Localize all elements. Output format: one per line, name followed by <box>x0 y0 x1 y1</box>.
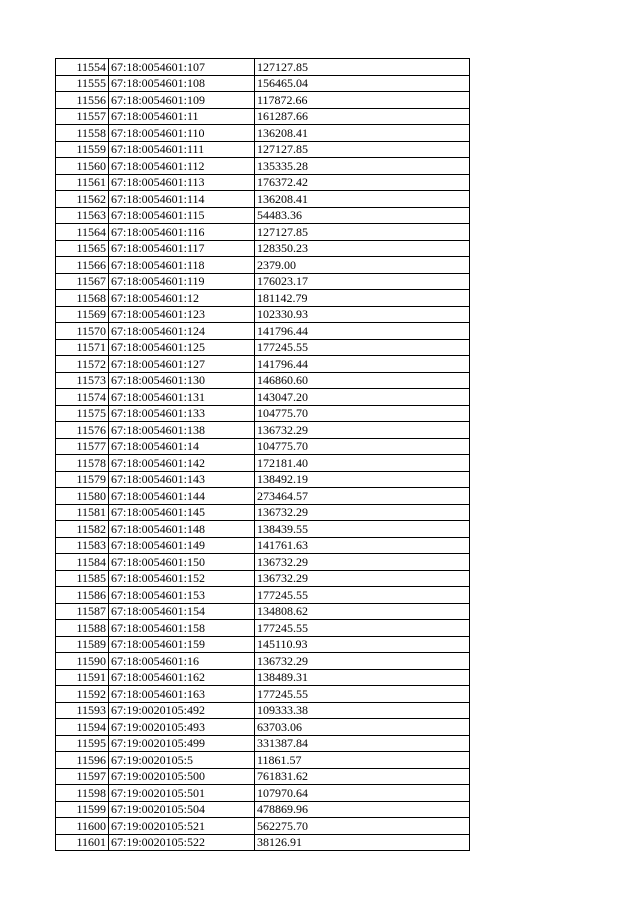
cadastral-number-cell: 67:18:0054601:158 <box>109 620 255 637</box>
cadastral-number-cell: 67:18:0054601:162 <box>109 669 255 686</box>
row-number-cell: 11558 <box>56 125 109 142</box>
row-number-cell: 11585 <box>56 570 109 587</box>
cadastral-number-cell: 67:19:0020105:500 <box>109 768 255 785</box>
table-row <box>56 768 470 785</box>
table-row <box>56 108 470 125</box>
value-cell: 63703.06 <box>255 719 470 736</box>
cadastral-number-cell: 67:18:0054601:114 <box>109 191 255 208</box>
row-number-cell: 11597 <box>56 768 109 785</box>
value-cell: 136732.29 <box>255 653 470 670</box>
row-number-cell: 11559 <box>56 141 109 158</box>
row-number-cell: 11573 <box>56 372 109 389</box>
cadastral-number-cell: 67:19:0020105:521 <box>109 818 255 835</box>
table-row <box>56 719 470 736</box>
table-row <box>56 422 470 439</box>
cadastral-number-cell: 67:18:0054601:150 <box>109 554 255 571</box>
value-cell: 117872.66 <box>255 92 470 109</box>
row-number-cell: 11582 <box>56 521 109 538</box>
cadastral-number-cell: 67:19:0020105:501 <box>109 785 255 802</box>
row-number-cell: 11570 <box>56 323 109 340</box>
row-number-cell: 11567 <box>56 273 109 290</box>
table-row <box>56 75 470 92</box>
row-number-cell: 11596 <box>56 752 109 769</box>
value-cell: 156465.04 <box>255 75 470 92</box>
table-row <box>56 224 470 241</box>
value-cell: 11861.57 <box>255 752 470 769</box>
table-row <box>56 752 470 769</box>
table-row <box>56 306 470 323</box>
cadastral-number-cell: 67:19:0020105:493 <box>109 719 255 736</box>
cadastral-number-cell: 67:18:0054601:159 <box>109 636 255 653</box>
cadastral-number-cell: 67:18:0054601:119 <box>109 273 255 290</box>
table-row <box>56 141 470 158</box>
table-row <box>56 125 470 142</box>
row-number-cell: 11557 <box>56 108 109 125</box>
value-cell: 176372.42 <box>255 174 470 191</box>
value-cell: 2379.00 <box>255 257 470 274</box>
cadastral-number-cell: 67:18:0054601:110 <box>109 125 255 142</box>
value-cell: 136732.29 <box>255 422 470 439</box>
table-row <box>56 207 470 224</box>
value-cell: 562275.70 <box>255 818 470 835</box>
value-cell: 109333.38 <box>255 702 470 719</box>
cadastral-number-cell: 67:18:0054601:112 <box>109 158 255 175</box>
cadastral-number-cell: 67:18:0054601:111 <box>109 141 255 158</box>
row-number-cell: 11556 <box>56 92 109 109</box>
row-number-cell: 11578 <box>56 455 109 472</box>
cadastral-number-cell: 67:18:0054601:152 <box>109 570 255 587</box>
cadastral-number-cell: 67:18:0054601:11 <box>109 108 255 125</box>
table-row <box>56 471 470 488</box>
value-cell: 143047.20 <box>255 389 470 406</box>
cadastral-number-cell: 67:18:0054601:154 <box>109 603 255 620</box>
value-cell: 136732.29 <box>255 554 470 571</box>
cadastral-number-cell: 67:18:0054601:131 <box>109 389 255 406</box>
value-cell: 161287.66 <box>255 108 470 125</box>
value-cell: 331387.84 <box>255 735 470 752</box>
row-number-cell: 11588 <box>56 620 109 637</box>
row-number-cell: 11566 <box>56 257 109 274</box>
table-row <box>56 240 470 257</box>
row-number-cell: 11599 <box>56 801 109 818</box>
cadastral-number-cell: 67:18:0054601:123 <box>109 306 255 323</box>
row-number-cell: 11560 <box>56 158 109 175</box>
table-row <box>56 323 470 340</box>
table-row <box>56 587 470 604</box>
value-cell: 177245.55 <box>255 686 470 703</box>
value-cell: 136208.41 <box>255 125 470 142</box>
row-number-cell: 11594 <box>56 719 109 736</box>
value-cell: 177245.55 <box>255 620 470 637</box>
table-row <box>56 669 470 686</box>
row-number-cell: 11587 <box>56 603 109 620</box>
row-number-cell: 11581 <box>56 504 109 521</box>
row-number-cell: 11590 <box>56 653 109 670</box>
value-cell: 127127.85 <box>255 141 470 158</box>
cadastral-number-cell: 67:18:0054601:144 <box>109 488 255 505</box>
table-row <box>56 389 470 406</box>
table-row <box>56 356 470 373</box>
value-cell: 136732.29 <box>255 504 470 521</box>
row-number-cell: 11565 <box>56 240 109 257</box>
value-cell: 104775.70 <box>255 438 470 455</box>
value-cell: 141796.44 <box>255 356 470 373</box>
value-cell: 141796.44 <box>255 323 470 340</box>
row-number-cell: 11574 <box>56 389 109 406</box>
table-row <box>56 570 470 587</box>
value-cell: 127127.85 <box>255 224 470 241</box>
row-number-cell: 11601 <box>56 834 109 851</box>
value-cell: 146860.60 <box>255 372 470 389</box>
cadastral-number-cell: 67:18:0054601:149 <box>109 537 255 554</box>
row-number-cell: 11562 <box>56 191 109 208</box>
table-row <box>56 537 470 554</box>
value-cell: 136732.29 <box>255 570 470 587</box>
table-row <box>56 834 470 851</box>
value-cell: 181142.79 <box>255 290 470 307</box>
table-row <box>56 521 470 538</box>
row-number-cell: 11564 <box>56 224 109 241</box>
cadastral-number-cell: 67:18:0054601:109 <box>109 92 255 109</box>
value-cell: 135335.28 <box>255 158 470 175</box>
table-row <box>56 488 470 505</box>
cadastral-number-cell: 67:18:0054601:145 <box>109 504 255 521</box>
row-number-cell: 11577 <box>56 438 109 455</box>
value-cell: 138489.31 <box>255 669 470 686</box>
cadastral-number-cell: 67:19:0020105:504 <box>109 801 255 818</box>
table-row <box>56 405 470 422</box>
row-number-cell: 11598 <box>56 785 109 802</box>
row-number-cell: 11579 <box>56 471 109 488</box>
value-cell: 761831.62 <box>255 768 470 785</box>
table-row <box>56 158 470 175</box>
row-number-cell: 11589 <box>56 636 109 653</box>
row-number-cell: 11563 <box>56 207 109 224</box>
row-number-cell: 11561 <box>56 174 109 191</box>
cadastral-number-cell: 67:18:0054601:115 <box>109 207 255 224</box>
cadastral-number-cell: 67:18:0054601:124 <box>109 323 255 340</box>
row-number-cell: 11584 <box>56 554 109 571</box>
value-cell: 54483.36 <box>255 207 470 224</box>
row-number-cell: 11555 <box>56 75 109 92</box>
table-row <box>56 257 470 274</box>
value-cell: 145110.93 <box>255 636 470 653</box>
row-number-cell: 11554 <box>56 59 109 76</box>
row-number-cell: 11569 <box>56 306 109 323</box>
cadastral-number-cell: 67:19:0020105:492 <box>109 702 255 719</box>
table-row <box>56 702 470 719</box>
table-row <box>56 92 470 109</box>
table-row <box>56 438 470 455</box>
value-cell: 138439.55 <box>255 521 470 538</box>
cadastral-number-cell: 67:18:0054601:12 <box>109 290 255 307</box>
value-cell: 273464.57 <box>255 488 470 505</box>
table-row <box>56 339 470 356</box>
cadastral-number-cell: 67:18:0054601:113 <box>109 174 255 191</box>
cadastral-number-cell: 67:18:0054601:108 <box>109 75 255 92</box>
table-row <box>56 653 470 670</box>
cadastral-number-cell: 67:18:0054601:143 <box>109 471 255 488</box>
row-number-cell: 11595 <box>56 735 109 752</box>
table-row <box>56 636 470 653</box>
row-number-cell: 11600 <box>56 818 109 835</box>
value-cell: 141761.63 <box>255 537 470 554</box>
value-cell: 177245.55 <box>255 339 470 356</box>
value-cell: 176023.17 <box>255 273 470 290</box>
row-number-cell: 11572 <box>56 356 109 373</box>
cadastral-number-cell: 67:18:0054601:133 <box>109 405 255 422</box>
table-row <box>56 372 470 389</box>
cadastral-number-cell: 67:18:0054601:148 <box>109 521 255 538</box>
row-number-cell: 11571 <box>56 339 109 356</box>
table-row <box>56 735 470 752</box>
row-number-cell: 11592 <box>56 686 109 703</box>
row-number-cell: 11591 <box>56 669 109 686</box>
cadastral-number-cell: 67:18:0054601:163 <box>109 686 255 703</box>
cadastral-number-cell: 67:18:0054601:116 <box>109 224 255 241</box>
cadastral-number-cell: 67:18:0054601:153 <box>109 587 255 604</box>
row-number-cell: 11593 <box>56 702 109 719</box>
table-body <box>56 59 470 851</box>
value-cell: 128350.23 <box>255 240 470 257</box>
cadastral-number-cell: 67:19:0020105:522 <box>109 834 255 851</box>
table-row <box>56 59 470 76</box>
table-row <box>56 818 470 835</box>
value-cell: 136208.41 <box>255 191 470 208</box>
table-row <box>56 554 470 571</box>
value-cell: 478869.96 <box>255 801 470 818</box>
table-row <box>56 455 470 472</box>
cadastral-number-cell: 67:19:0020105:5 <box>109 752 255 769</box>
cadastral-number-cell: 67:18:0054601:125 <box>109 339 255 356</box>
value-cell: 127127.85 <box>255 59 470 76</box>
table-row <box>56 174 470 191</box>
cadastral-number-cell: 67:19:0020105:499 <box>109 735 255 752</box>
value-cell: 138492.19 <box>255 471 470 488</box>
cadastral-number-cell: 67:18:0054601:142 <box>109 455 255 472</box>
table-row <box>56 686 470 703</box>
cadastral-number-cell: 67:18:0054601:127 <box>109 356 255 373</box>
row-number-cell: 11580 <box>56 488 109 505</box>
row-number-cell: 11576 <box>56 422 109 439</box>
row-number-cell: 11583 <box>56 537 109 554</box>
cadastral-number-cell: 67:18:0054601:118 <box>109 257 255 274</box>
row-number-cell: 11568 <box>56 290 109 307</box>
cadastral-number-cell: 67:18:0054601:16 <box>109 653 255 670</box>
cadastral-number-cell: 67:18:0054601:130 <box>109 372 255 389</box>
value-cell: 38126.91 <box>255 834 470 851</box>
value-cell: 102330.93 <box>255 306 470 323</box>
table-row <box>56 603 470 620</box>
cadastral-number-cell: 67:18:0054601:14 <box>109 438 255 455</box>
cadastral-number-cell: 67:18:0054601:117 <box>109 240 255 257</box>
value-cell: 134808.62 <box>255 603 470 620</box>
cadastral-number-cell: 67:18:0054601:107 <box>109 59 255 76</box>
data-table <box>55 58 470 851</box>
row-number-cell: 11575 <box>56 405 109 422</box>
table-row <box>56 504 470 521</box>
table-row <box>56 191 470 208</box>
row-number-cell: 11586 <box>56 587 109 604</box>
table-row <box>56 801 470 818</box>
table-row <box>56 273 470 290</box>
value-cell: 104775.70 <box>255 405 470 422</box>
table-row <box>56 290 470 307</box>
table-row <box>56 620 470 637</box>
table-row <box>56 785 470 802</box>
value-cell: 177245.55 <box>255 587 470 604</box>
value-cell: 172181.40 <box>255 455 470 472</box>
value-cell: 107970.64 <box>255 785 470 802</box>
cadastral-number-cell: 67:18:0054601:138 <box>109 422 255 439</box>
